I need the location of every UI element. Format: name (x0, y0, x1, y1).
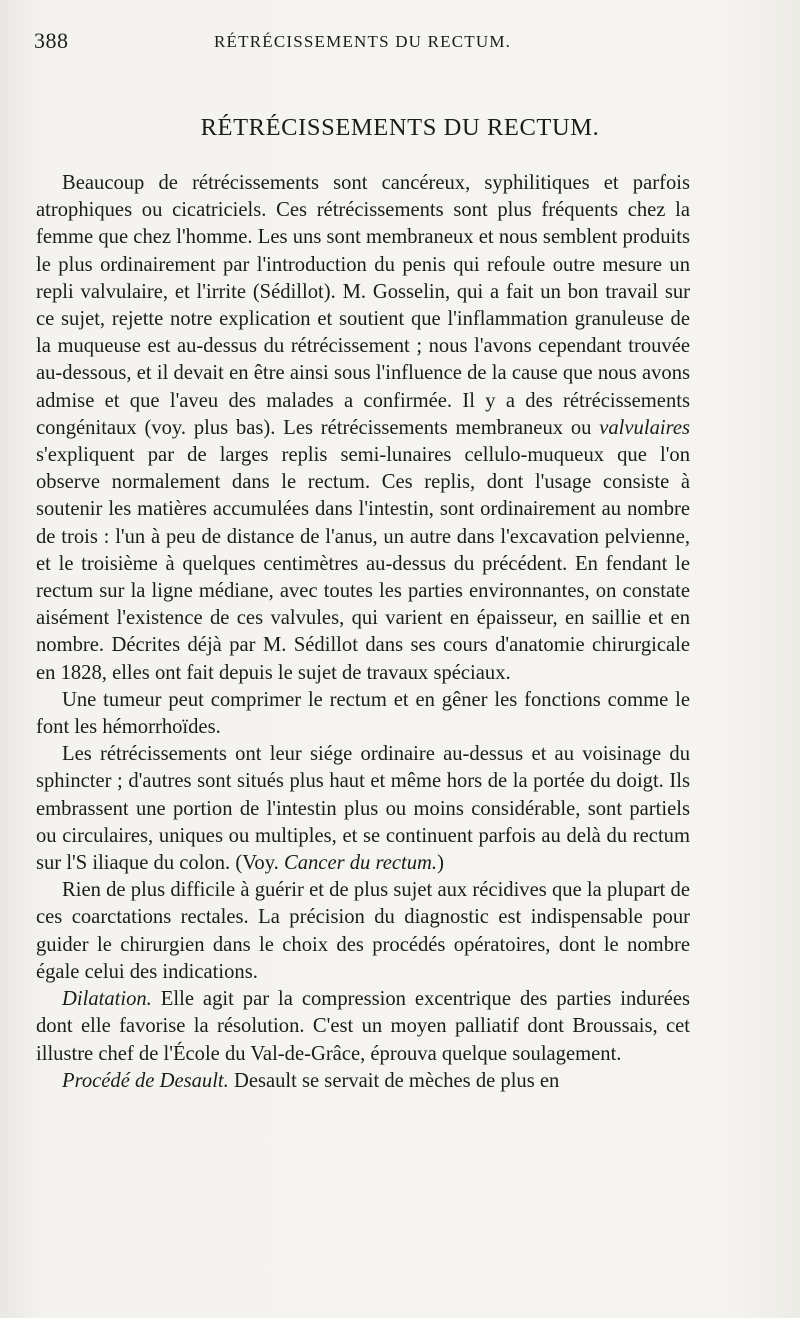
paragraph-4: Rien de plus difficile à guérir et de plus sujet aux récidives que la plupart de ces coarctations rectales. La précision du diagnostic est indispensable pour guider le chirurgien dans le choix des procédés opératoires, dont le nombre égale celui des indications. (36, 879, 690, 983)
running-head (34, 28, 760, 60)
paragraph-3-text-a: Les rétrécissements ont leur siége ordinaire au-dessus et au voisinage du sphincter ; d'autres sont situés plus haut et même hors de la portée du doigt. Ils embrassent une portion de l'intestin plus ou moins considérable, sont partiels ou circulaires, uniques ou multiples, et se continuent parfois au delà du rectum sur l'S iliaque du colon. (Voy. (36, 743, 690, 875)
paragraph-5-heading: Dilatation. (62, 988, 152, 1011)
chapter-title: RÉTRÉCISSEMENTS DU RECTUM. (200, 114, 600, 141)
paragraph-3-italic: Cancer du rectum. (283, 852, 438, 875)
paragraph-6 (36, 1068, 690, 1095)
page-number: 388 (34, 28, 69, 53)
paragraph-3-text-b: ) (437, 852, 444, 875)
paragraph-1-text-a: Beaucoup de rétrécissements sont cancéreux, syphilitiques et parfois atrophiques ou cicatriciels. Ces rétrécissements sont plus fréquents chez la femme que chez l'homme. Les uns sont membraneux et nous semblent produits le plus ordinairement par l'introduction du penis qui refoule outre mesure un repli valvulaire, et l'irrite (Sédillot). M. Gosselin, qui a fait un bon travail sur ce sujet, rejette notre explication et soutient que l'inflammation granuleuse de la muqueuse est au-dessus du rétrécissement ; nous l'avons cependant trouvée au-dessous, et il devait en être ainsi sous l'influence de la cause que nous avons admise et que l'aveu des malades a confirmée. Il y a des rétrécissements congénitaux (voy. plus bas). Les rétrécissements membraneux ou (36, 172, 690, 439)
paragraph-2: Une tumeur peut comprimer le rectum et en gêner les fonctions comme le font les hémorrhoïdes. (36, 688, 690, 739)
running-title: RÉTRÉCISSEMENTS DU RECTUM. (214, 32, 512, 51)
paragraph-6-text: Desault se servait de mèches de plus en (228, 1069, 560, 1092)
paragraph-5-text: Elle agit par la compression excentrique des parties indurées dont elle favorise la résolution. C'est un moyen palliatif dont Broussais, cet illustre chef de l'École du Val-de-Grâce, éprouva quelque soulagement. (36, 988, 690, 1065)
paragraph-5 (36, 986, 690, 1068)
paragraph-6-heading: Procédé de Desault. (62, 1069, 229, 1092)
body-text (36, 170, 690, 1095)
paragraph-1-italic: valvulaires (599, 416, 690, 439)
paragraph-1 (36, 170, 690, 687)
paragraph-3 (36, 741, 690, 877)
paragraph-1-text-b: s'expliquent par de larges replis semi-lunaires cellulo-muqueux que l'on observe normalement dans le rectum. Ces replis, dont l'usage consiste à soutenir les matières accumulées dans l'intestin, sont ordinairement au nombre de trois : l'un à peu de distance de l'anus, un autre dans l'excavation pelvienne, et le troisième à quelques centimètres au-dessus du précédent. En fendant le rectum sur la ligne médiane, avec toutes les parties environnantes, on constate aisément l'existence de ces valvules, qui varient en épaisseur, en saillie et en nombre. Décrites déjà par M. Sédillot dans ses cours d'anatomie chirurgicale en 1828, elles ont fait depuis le sujet de travaux spéciaux. (36, 444, 690, 684)
